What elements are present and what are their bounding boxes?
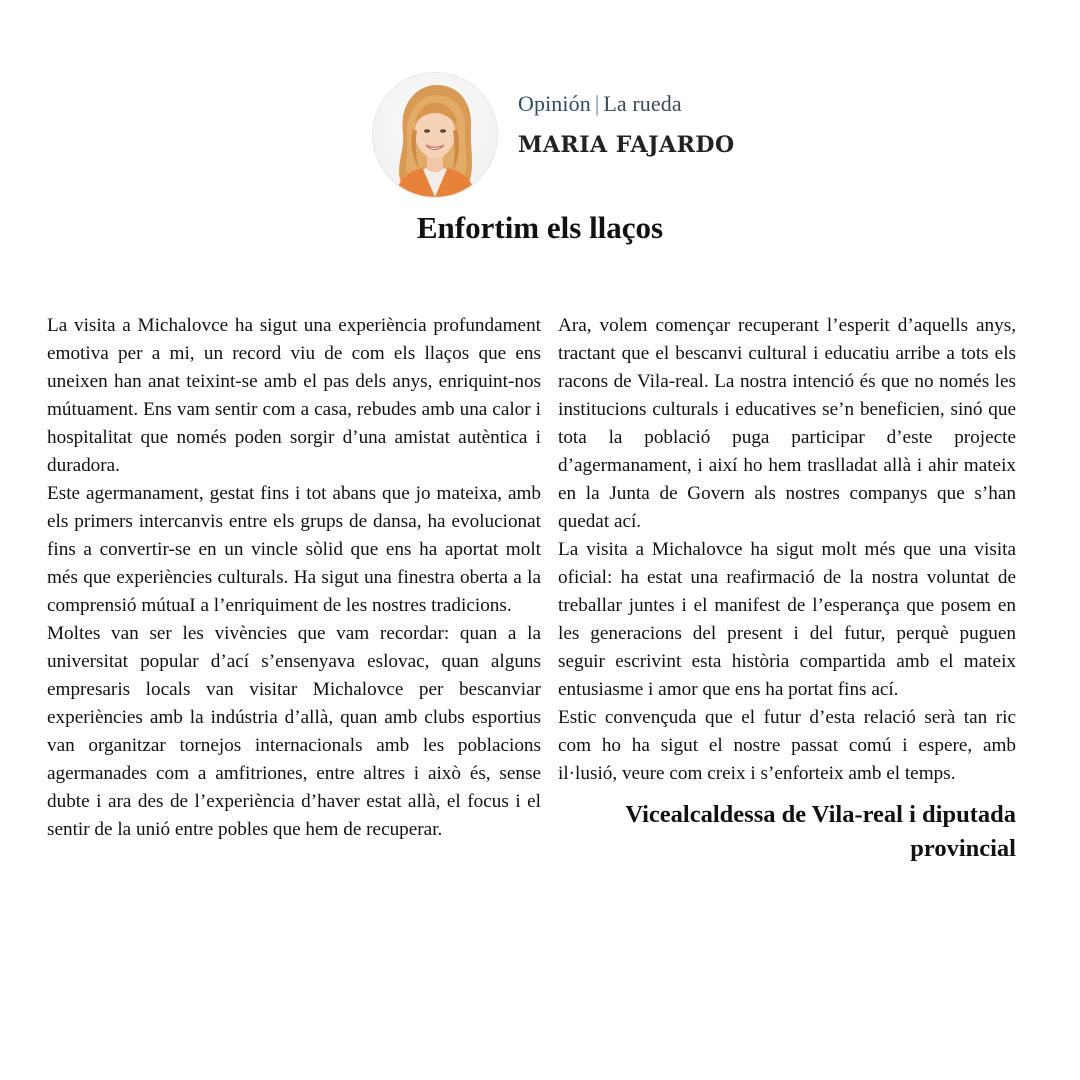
section-name: Opinión <box>518 91 591 116</box>
body-paragraph: La visita a Michalovce ha sigut una experiència profundament emotiva per a mi, un record viu de com els llaços que ens uneixen han anat teixint-se amb el pas dels anys, enriquint-nos mútuament. Ens vam sentir com a casa, rebudes amb una calor i hospitalitat que només poden sorgir d’una amistat autèntica i duradora. <box>47 315 541 476</box>
body-paragraph: Moltes van ser les vivències que vam recordar: quan a la universitat popular d’ací s’ensenyava eslovac, quan alguns empresaris locals van visitar Michalovce per bescanviar experiències amb la indústria d’allà, quan amb clubs esportius van organitzar tornejos internacionals amb les poblacions agermanades com a amfitriones, entre altres i això és, sense dubte i ara des de l’experiència d’haver estat allà, el focus i el sentir de la unió entre pobles que hem de recuperar. <box>47 623 541 840</box>
column-header <box>372 72 792 198</box>
body-paragraph: Este agermanament, gestat fins i tot abans que jo mateixa, amb els primers intercanvis entre els grups de dansa, ha evolucionat fins a convertir-se en un vincle sòlid que ens ha aportat molt més que experiències culturals. Ha sigut una finestra oberta a la comprensió mútuaI a l’enriquiment de les nostres tradicions. <box>47 483 541 616</box>
author-signature: Vicealcaldessa de Vila-real i diputada provincial <box>625 801 1016 862</box>
body-paragraph: Ara, volem començar recuperant l’esperit d’aquells anys, tractant que el bescanvi cultural i educatiu arribe a tots els racons de Vila-real. La nostra intenció és que no només les institucions culturals i educatives se’n beneficien, sinó que tota la població puga participar d’este projecte d’agermanament, i així ho hem traslladat allà i ahir mateix en la Junta de Govern als nostres companys que s’han quedat ací. <box>558 315 1016 532</box>
author-avatar <box>372 72 498 198</box>
article-column-left <box>47 312 541 844</box>
author-name: MARIA FAJARDO <box>518 132 735 158</box>
body-paragraph: Estic convençuda que el futur d’esta relació serà tan ric com ho ha sigut el nostre passat comú i espere, amb il·lusió, veure com creix i s’enforteix amb el temps. <box>558 707 1016 784</box>
column-name: La rueda <box>603 91 682 116</box>
body-paragraph: La visita a Michalovce ha sigut molt més que una visita oficial: ha estat una reafirmació de la nostra voluntat de treballar juntes i el manifest de l’esperança que posem en les generacions del present i del futur, perquè puguen seguir escrivint esta història compartida amb el mateix entusiasme i amor que ens ha portat fins ací. <box>558 539 1016 700</box>
article-column-right <box>558 312 1016 866</box>
section-label <box>518 91 682 117</box>
article-title: Enfortim els llaços <box>416 210 664 245</box>
author-portrait-icon <box>373 73 497 197</box>
section-separator: | <box>594 91 600 116</box>
